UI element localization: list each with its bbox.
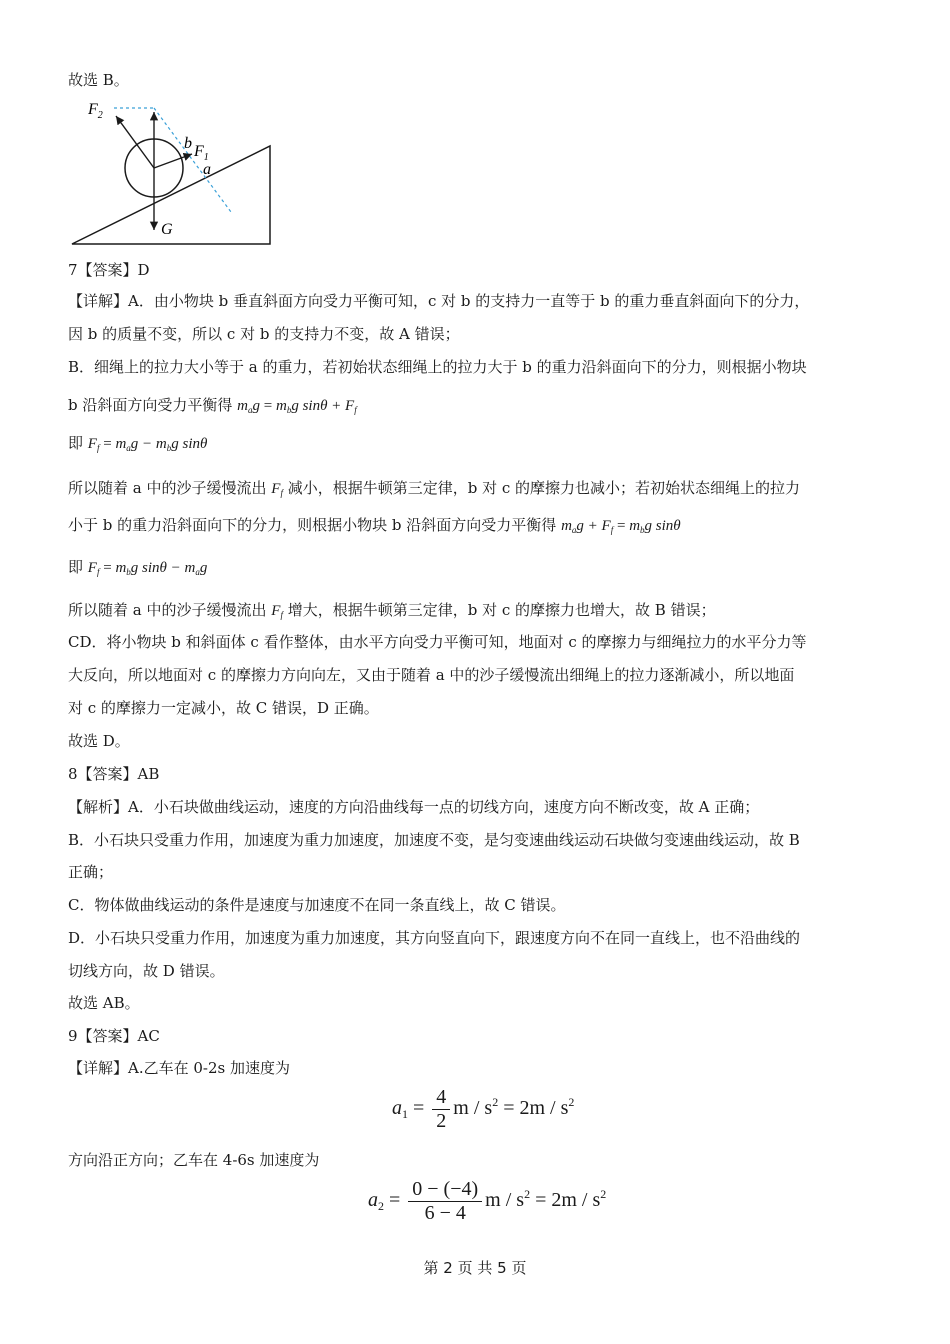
q7-line1: 【详解】A．由小物块 b 垂直斜面方向受力平衡可知，c 对 b 的支持力一直等于 b 的重力垂直斜面向下的分力， — [68, 292, 810, 310]
formula-1: $m_ag = m_bg$ $\sin\theta + F_f$ — [237, 398, 357, 415]
q8-line5: D．小石块只受重力作用，加速度为重力加速度，其方向竖直向下，跟速度方向不在同一直线上，也不沿曲线的 — [68, 929, 801, 947]
prev-conclusion: 故选 B。 — [68, 71, 129, 89]
q7-line2: 因 b 的质量不变，所以 c 对 b 的支持力不变，故 A 错误； — [68, 325, 460, 343]
ff-symbol-2: $F_f$ — [271, 603, 283, 620]
q8-line1: 【解析】A．小石块做曲线运动，速度的方向沿曲线每一点的切线方向，速度方向不断改变，故 A 正确； — [68, 798, 760, 816]
q7-line12: 对 c 的摩擦力一定减小，故 C 错误，D 正确。 — [68, 699, 379, 717]
q8-line4: C．物体做曲线运动的条件是速度与加速度不在同一条直线上，故 C 错误。 — [68, 896, 566, 914]
equation-a1: $a_1$ = $\frac{4}{2}$ $m / s^2 = 2m / s^2$ — [392, 1086, 575, 1132]
q7-line6: 所以随着 a 中的沙子缓慢流出 $F_f$ 减小，根据牛顿第三定律，b 对 c 的摩擦力也减小；若初始状态细绳上的拉力 — [68, 479, 801, 498]
label-a: a — [203, 161, 211, 178]
physics-diagram — [66, 96, 306, 248]
q7-line8: 即 $F_f = m_bg$ $\sin\theta - m_ag$ — [68, 558, 208, 577]
q8-line2: B．小石块只受重力作用，加速度为重力加速度，加速度不变，是匀变速曲线运动石块做匀变速曲线运动，故 B — [68, 831, 800, 849]
page-footer: 第 2 页 共 5 页 — [423, 1259, 527, 1277]
q7-line11: 大反向，所以地面对 c 的摩擦力方向向左，又由于随着 a 中的沙子缓慢流出细绳上的拉力逐渐减小，所以地面 — [68, 666, 795, 684]
q9-line2: 方向沿正方向；乙车在 4-6s 加速度为 — [68, 1151, 320, 1169]
q7-conclusion: 故选 D。 — [68, 732, 130, 750]
label-f1: $F_1$ — [194, 143, 209, 163]
q7-line5: 即 $F_f = m_ag - m_bg$ sinθ — [68, 434, 208, 453]
q8-conclusion: 故选 AB。 — [68, 994, 140, 1012]
q7-line7: 小于 b 的重力沿斜面向下的分力，则根据小物块 b 沿斜面方向受力平衡得 $m_ag + F_f = m_bg$ sinθ — [68, 516, 681, 535]
q7-line9: 所以随着 a 中的沙子缓慢流出 $F_f$ 增大，根据牛顿第三定律，b 对 c 的摩擦力也增大，故 B 错误； — [68, 601, 716, 620]
ff-symbol: $F_f$ — [271, 481, 283, 498]
equation-a2: $a_2$ = $\frac{0 - (-4)}{6 - 4}$ $m / s^2 = 2m / s^2$ — [368, 1178, 607, 1224]
label-g: G — [161, 221, 173, 238]
q8-answer: 8【答案】AB — [68, 765, 160, 783]
q9-line1: 【详解】A.乙车在 0-2s 加速度为 — [68, 1059, 290, 1077]
q7-answer: 7【答案】D — [68, 261, 150, 279]
formula-3: $m_ag + F_f = m_bg$ sinθ — [561, 518, 681, 535]
q7-line3: B．细绳上的拉力大小等于 a 的重力，若初始状态细绳上的拉力大于 b 的重力沿斜面向下的分力，则根据小物块 — [68, 358, 807, 376]
q7-line4: b 沿斜面方向受力平衡得 $m_ag = m_bg$ $\sin\theta + F_f$ — [68, 396, 357, 415]
label-b: b — [184, 135, 192, 152]
force-f1-arrow — [154, 154, 192, 168]
force-f2-arrow — [116, 116, 154, 168]
q9-answer: 9【答案】AC — [68, 1027, 160, 1045]
label-f2: $F_2$ — [88, 101, 103, 121]
dashed-line-diagonal — [154, 108, 231, 212]
formula-2: $F_f = m_ag - m_bg$ sinθ — [87, 436, 208, 453]
q8-line6: 切线方向，故 D 错误。 — [68, 962, 225, 980]
q7-line10: CD．将小物块 b 和斜面体 c 看作整体，由水平方向受力平衡可知，地面对 c 的摩擦力与细绳拉力的水平分力等 — [68, 633, 807, 651]
q8-line3: 正确； — [68, 863, 114, 881]
formula-4: $F_f = m_bg$ $\sin\theta - m_ag$ — [87, 560, 208, 577]
